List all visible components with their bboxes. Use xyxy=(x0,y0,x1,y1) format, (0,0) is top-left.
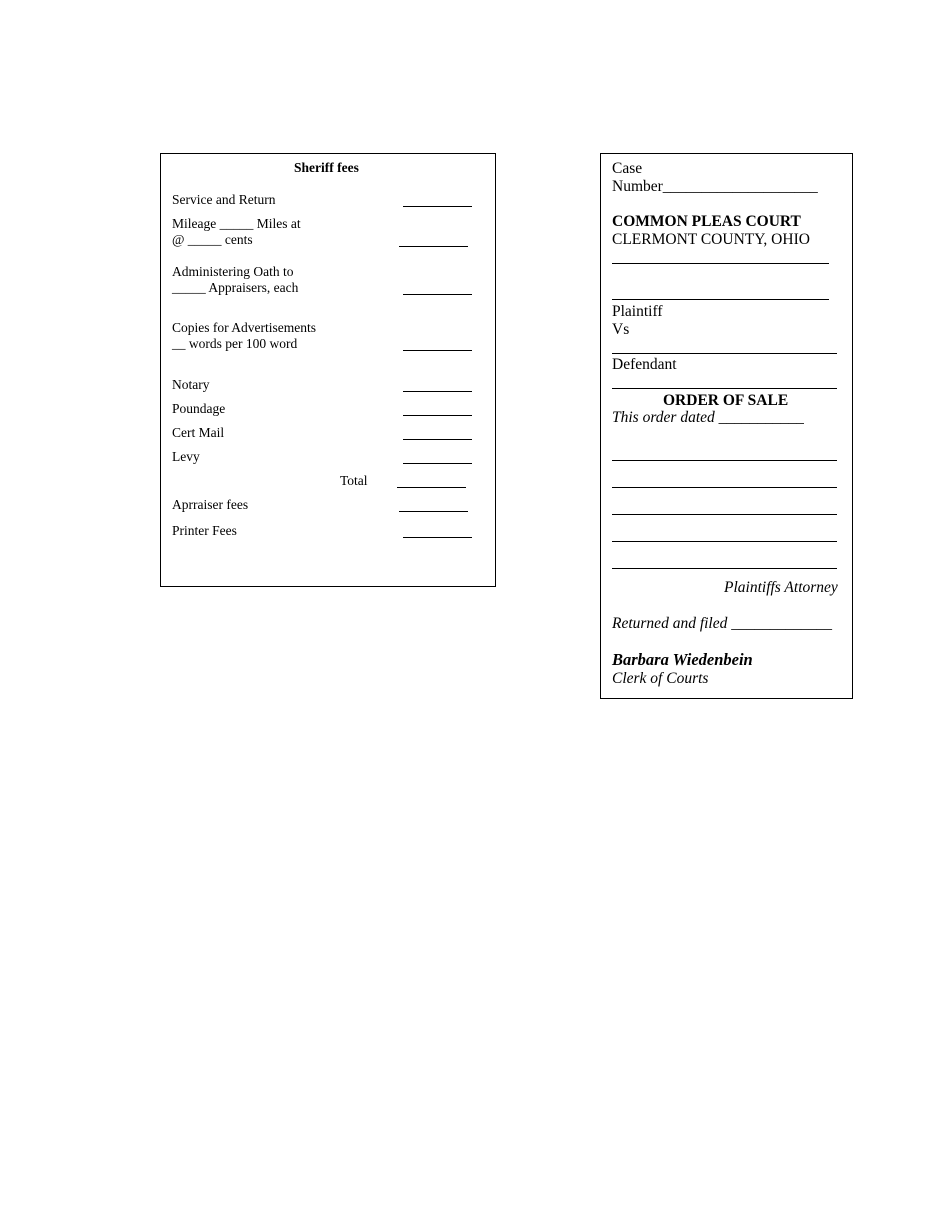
fee-total-blank xyxy=(397,487,466,488)
defendant-name-line xyxy=(612,353,837,354)
fee-printer-label: Printer Fees xyxy=(172,523,237,538)
clerk-name: Barbara Wiedenbein xyxy=(612,650,753,669)
fee-copies-label-1: Copies for Advertisements xyxy=(172,320,316,335)
fee-copies-label-2: __ words per 100 word xyxy=(172,336,298,351)
fee-mileage-blank xyxy=(399,246,468,247)
fee-notary-blank xyxy=(403,391,472,392)
order-of-sale-title: ORDER OF SALE xyxy=(663,392,789,409)
fee-printer-blank xyxy=(403,537,472,538)
fee-appraiser-blank xyxy=(399,511,468,512)
court-name: COMMON PLEAS COURT xyxy=(612,213,801,230)
fee-oath-blank xyxy=(403,294,472,295)
attorney-line-1 xyxy=(612,460,837,461)
fee-mileage-label-2: @ _____ cents xyxy=(172,232,253,247)
attorney-line-5 xyxy=(612,568,837,569)
fee-poundage-blank xyxy=(403,415,472,416)
fee-oath-label-2: _____ Appraisers, each xyxy=(172,280,299,295)
court-county: CLERMONT COUNTY, OHIO xyxy=(612,231,810,248)
returned-filed: Returned and filed _____________ xyxy=(612,615,832,632)
fee-cert-mail-blank xyxy=(403,439,472,440)
vs-label: Vs xyxy=(612,321,630,338)
clerk-title: Clerk of Courts xyxy=(612,670,709,687)
plaintiffs-attorney-label: Plaintiffs Attorney xyxy=(724,579,838,596)
fee-total-label: Total xyxy=(340,473,368,488)
separator-line xyxy=(612,388,837,389)
case-label: Case xyxy=(612,160,643,177)
fee-service-return-blank xyxy=(403,206,472,207)
fee-oath-label-1: Administering Oath to xyxy=(172,264,294,279)
plaintiff-name-line-1 xyxy=(612,263,829,264)
fee-levy-blank xyxy=(403,463,472,464)
fee-cert-mail-label: Cert Mail xyxy=(172,425,225,440)
plaintiff-label: Plaintiff xyxy=(612,303,663,320)
order-dated: This order dated ___________ xyxy=(612,409,804,426)
attorney-line-4 xyxy=(612,541,837,542)
case-number-field: Number____________________ xyxy=(612,178,818,195)
fee-appraiser-label: Aprraiser fees xyxy=(172,497,249,512)
plaintiff-name-line-2 xyxy=(612,299,829,300)
attorney-line-3 xyxy=(612,514,837,515)
sheriff-fees-title: Sheriff fees xyxy=(294,160,359,175)
fee-notary-label: Notary xyxy=(172,377,210,392)
fee-copies-blank xyxy=(403,350,472,351)
fee-mileage-label-1: Mileage _____ Miles at xyxy=(172,216,301,231)
fee-service-return-label: Service and Return xyxy=(172,192,276,207)
attorney-line-2 xyxy=(612,487,837,488)
fee-poundage-label: Poundage xyxy=(172,401,226,416)
fee-levy-label: Levy xyxy=(172,449,200,464)
defendant-label: Defendant xyxy=(612,356,677,373)
